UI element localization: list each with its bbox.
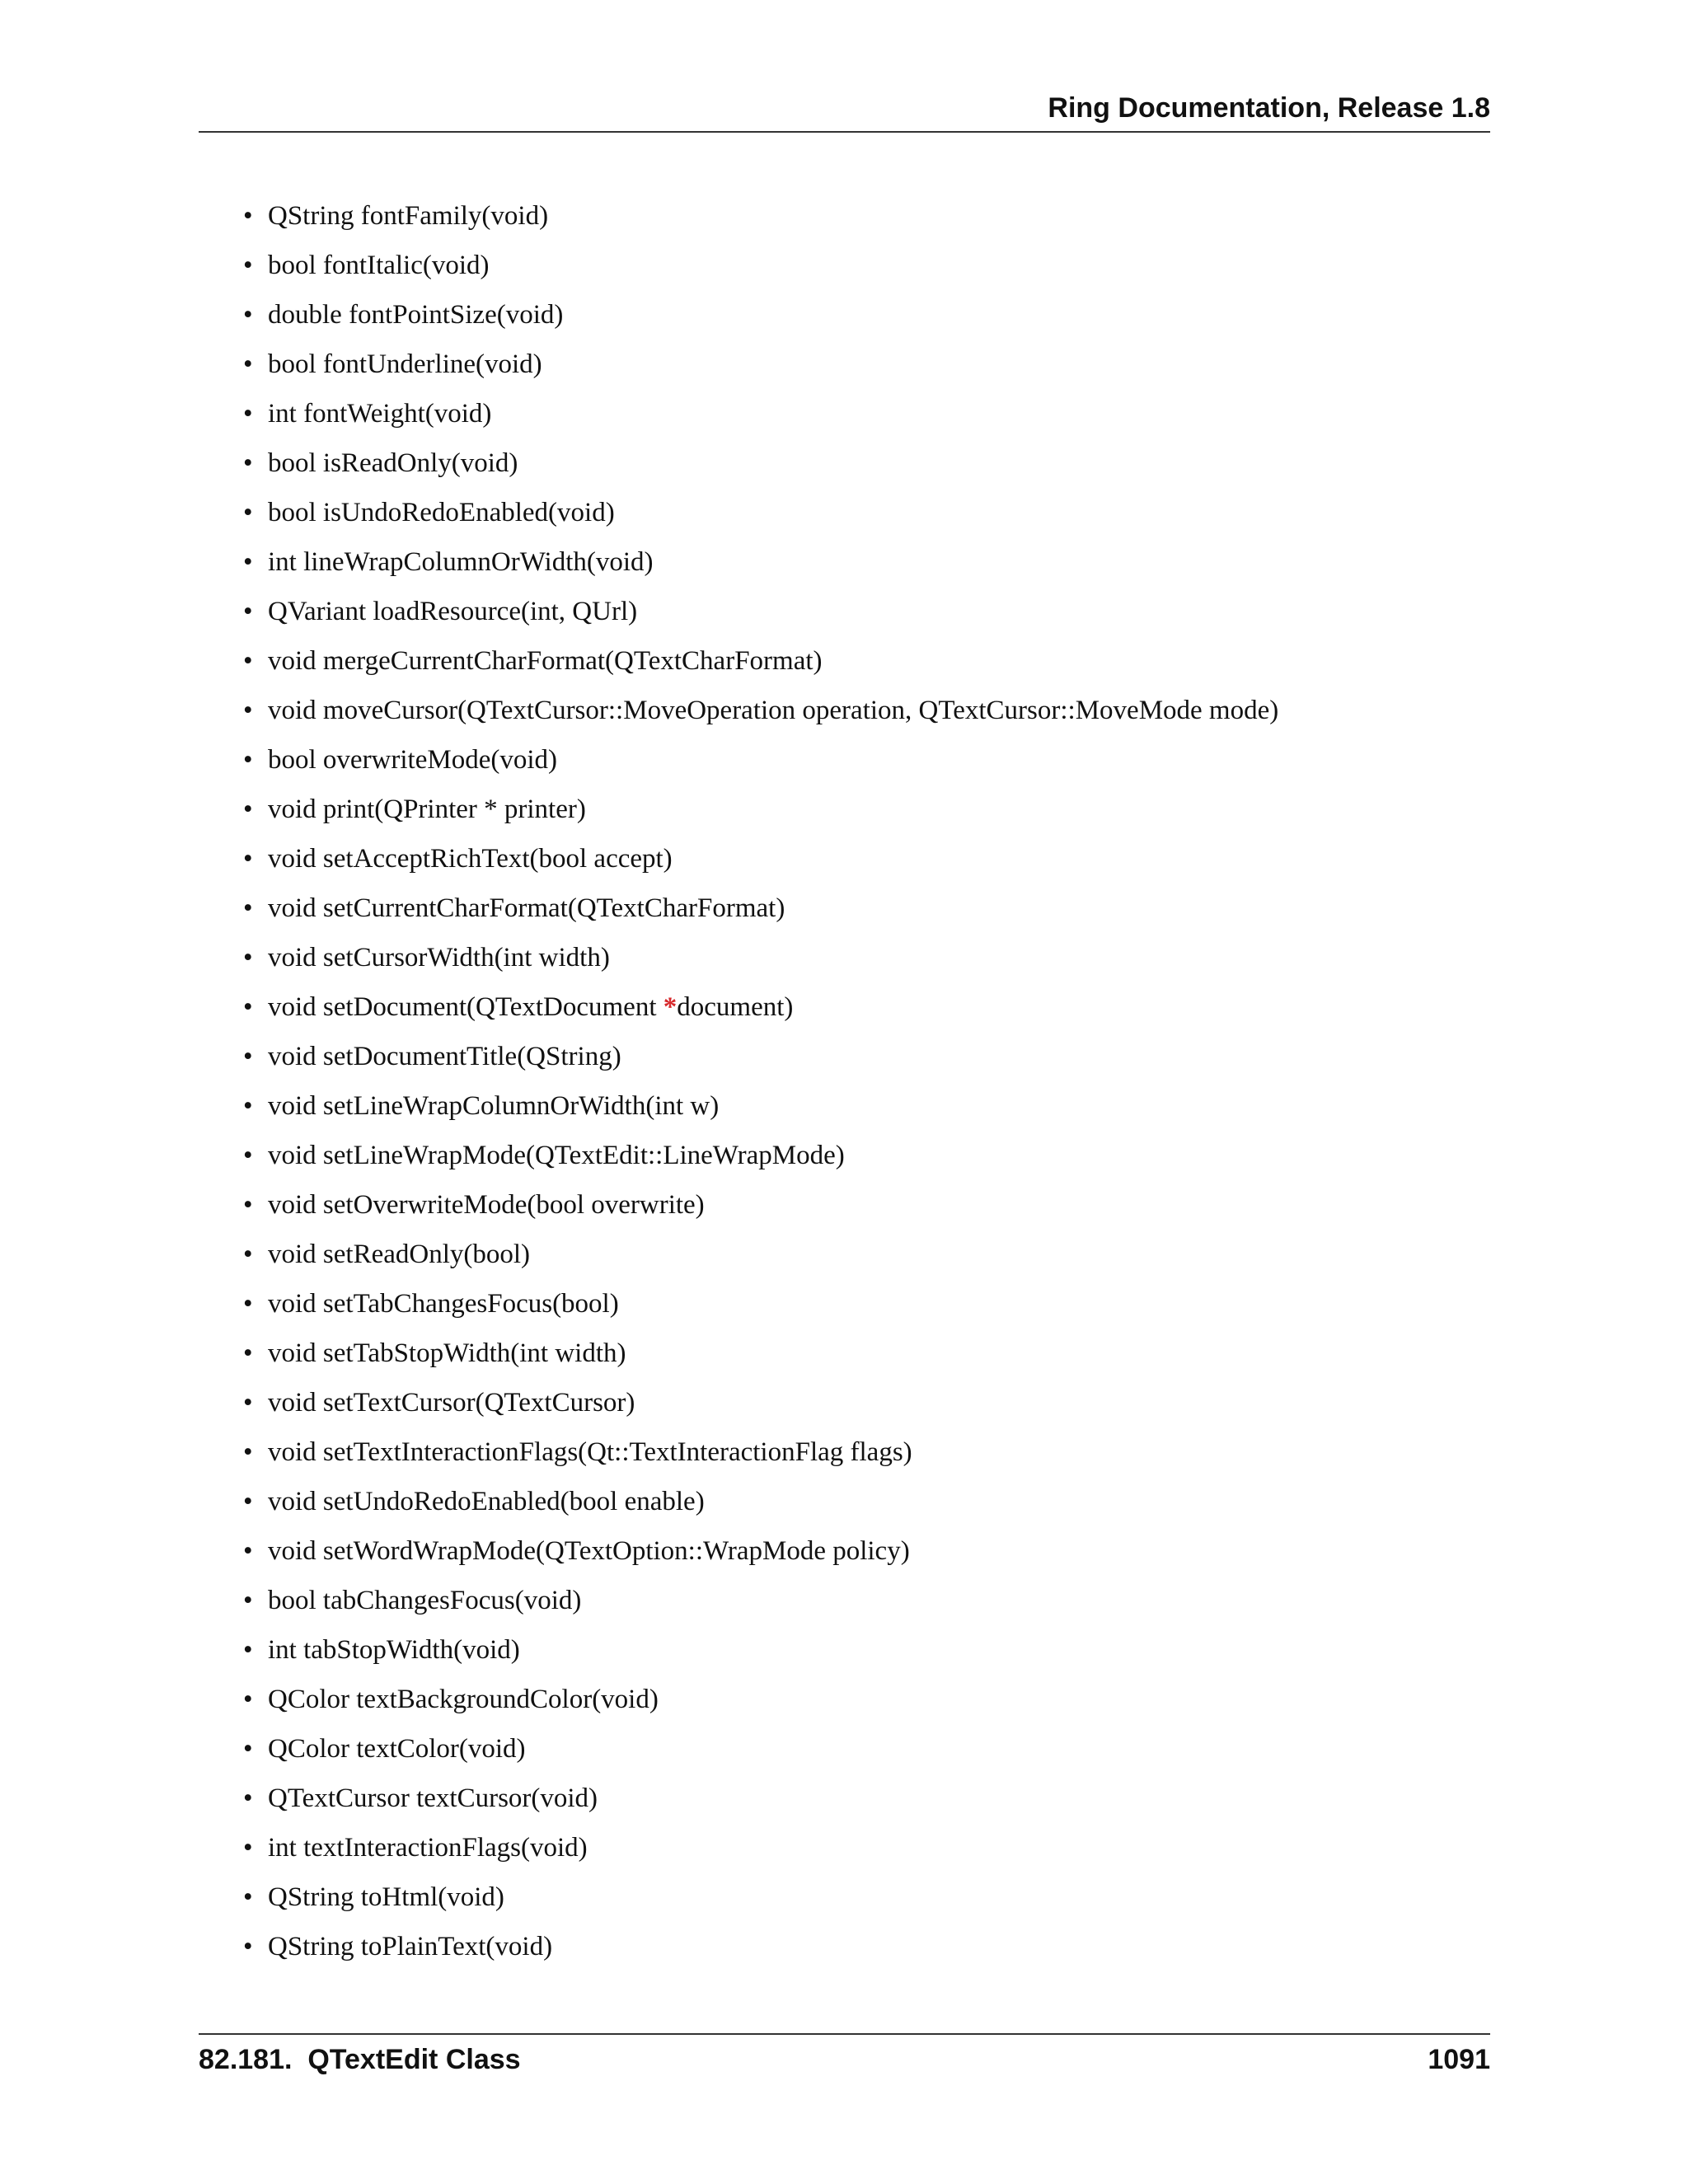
bullet-marker: • bbox=[243, 1833, 253, 1863]
method-signature: void setCurrentCharFormat(QTextCharFormat) bbox=[268, 893, 785, 923]
method-signature: int fontWeight(void) bbox=[268, 399, 492, 429]
method-signature: void print(QPrinter * printer) bbox=[268, 794, 586, 824]
bullet-marker: • bbox=[243, 1586, 253, 1615]
method-list-item bbox=[243, 692, 1278, 742]
method-list bbox=[243, 198, 1278, 1978]
section-title: 82.181. QTextEdit Class bbox=[199, 2044, 521, 2075]
method-signature: void setUndoRedoEnabled(bool enable) bbox=[268, 1487, 705, 1516]
method-signature: QTextCursor textCursor(void) bbox=[268, 1783, 598, 1813]
method-signature: QColor textColor(void) bbox=[268, 1734, 526, 1764]
method-list-item bbox=[243, 890, 1278, 940]
method-signature: void setAcceptRichText(bool accept) bbox=[268, 844, 673, 874]
method-list-item bbox=[243, 643, 1278, 692]
method-list-item bbox=[243, 791, 1278, 841]
method-list-item bbox=[243, 198, 1278, 247]
method-list-item bbox=[243, 1236, 1278, 1286]
method-signature: void setLineWrapColumnOrWidth(int w) bbox=[268, 1091, 720, 1121]
bullet-marker: • bbox=[243, 1091, 253, 1121]
method-signature: QVariant loadResource(int, QUrl) bbox=[268, 597, 638, 626]
method-list-item bbox=[243, 1879, 1278, 1929]
method-signature: void setDocumentTitle(QString) bbox=[268, 1042, 621, 1071]
bullet-marker: • bbox=[243, 893, 253, 923]
method-list-item bbox=[243, 841, 1278, 890]
method-list-item bbox=[243, 297, 1278, 346]
method-signature: QColor textBackgroundColor(void) bbox=[268, 1685, 659, 1714]
method-list-item bbox=[243, 396, 1278, 445]
bullet-marker: • bbox=[243, 547, 253, 577]
bullet-marker: • bbox=[243, 1932, 253, 1961]
bullet-marker: • bbox=[243, 943, 253, 972]
bullet-marker: • bbox=[243, 597, 253, 626]
bullet-marker: • bbox=[243, 349, 253, 379]
method-list-item bbox=[243, 346, 1278, 396]
method-list-item bbox=[243, 989, 1278, 1038]
method-list-item bbox=[243, 1582, 1278, 1632]
bullet-marker: • bbox=[243, 745, 253, 775]
method-list-item bbox=[243, 742, 1278, 791]
method-list-item bbox=[243, 1830, 1278, 1879]
method-list-item bbox=[243, 445, 1278, 494]
method-list-item bbox=[243, 1137, 1278, 1187]
method-signature: int textInteractionFlags(void) bbox=[268, 1833, 588, 1863]
method-signature: QString fontFamily(void) bbox=[268, 201, 549, 231]
method-list-item bbox=[243, 544, 1278, 593]
method-signature: void setTabChangesFocus(bool) bbox=[268, 1289, 619, 1319]
bullet-marker: • bbox=[243, 448, 253, 478]
bullet-marker: • bbox=[243, 1882, 253, 1912]
method-list-item bbox=[243, 1632, 1278, 1681]
page-number: 1091 bbox=[1428, 2044, 1490, 2075]
bullet-marker: • bbox=[243, 1338, 253, 1368]
method-signature: void setWordWrapMode(QTextOption::WrapMode policy) bbox=[268, 1536, 910, 1566]
bullet-marker: • bbox=[243, 1685, 253, 1714]
bullet-marker: • bbox=[243, 1289, 253, 1319]
bullet-marker: • bbox=[243, 794, 253, 824]
bullet-marker: • bbox=[243, 251, 253, 280]
bullet-marker: • bbox=[243, 1141, 253, 1170]
method-list-item bbox=[243, 1088, 1278, 1137]
bullet-marker: • bbox=[243, 1190, 253, 1220]
bullet-marker: • bbox=[243, 646, 253, 676]
method-signature: QString toPlainText(void) bbox=[268, 1932, 553, 1961]
bullet-marker: • bbox=[243, 498, 253, 527]
document-title: Ring Documentation, Release 1.8 bbox=[1048, 92, 1490, 124]
method-signature: void setCursorWidth(int width) bbox=[268, 943, 610, 972]
method-list-item bbox=[243, 1731, 1278, 1780]
method-list-item bbox=[243, 1187, 1278, 1236]
method-signature: void moveCursor(QTextCursor::MoveOperation operation, QTextCursor::MoveMode mode) bbox=[268, 696, 1279, 725]
bullet-marker: • bbox=[243, 1487, 253, 1516]
method-list-item bbox=[243, 1681, 1278, 1731]
method-list-item bbox=[243, 1780, 1278, 1830]
method-signature: void setLineWrapMode(QTextEdit::LineWrapMode) bbox=[268, 1141, 845, 1170]
bullet-marker: • bbox=[243, 1734, 253, 1764]
method-list-item bbox=[243, 1335, 1278, 1385]
method-signature: double fontPointSize(void) bbox=[268, 300, 564, 330]
method-signature: bool isReadOnly(void) bbox=[268, 448, 518, 478]
method-list-item bbox=[243, 593, 1278, 643]
bullet-marker: • bbox=[243, 1536, 253, 1566]
bullet-marker: • bbox=[243, 1042, 253, 1071]
method-list-item bbox=[243, 940, 1278, 989]
method-signature: void mergeCurrentCharFormat(QTextCharFormat) bbox=[268, 646, 823, 676]
method-signature: void setTextInteractionFlags(Qt::TextInteractionFlag flags) bbox=[268, 1437, 912, 1467]
bullet-marker: • bbox=[243, 1437, 253, 1467]
bullet-marker: • bbox=[243, 399, 253, 429]
method-signature: QString toHtml(void) bbox=[268, 1882, 504, 1912]
bullet-marker: • bbox=[243, 696, 253, 725]
method-signature: void setOverwriteMode(bool overwrite) bbox=[268, 1190, 705, 1220]
bullet-marker: • bbox=[243, 1783, 253, 1813]
method-signature: void setDocument(QTextDocument *document) bbox=[268, 992, 794, 1022]
bullet-marker: • bbox=[243, 1388, 253, 1418]
method-list-item bbox=[243, 1483, 1278, 1533]
bullet-marker: • bbox=[243, 201, 253, 231]
method-list-item bbox=[243, 1385, 1278, 1434]
method-signature: int tabStopWidth(void) bbox=[268, 1635, 520, 1665]
method-signature: bool fontItalic(void) bbox=[268, 251, 490, 280]
method-signature: bool isUndoRedoEnabled(void) bbox=[268, 498, 615, 527]
method-signature: bool fontUnderline(void) bbox=[268, 349, 542, 379]
bullet-marker: • bbox=[243, 844, 253, 874]
method-list-item bbox=[243, 494, 1278, 544]
method-list-item bbox=[243, 1038, 1278, 1088]
method-list-item bbox=[243, 1533, 1278, 1582]
method-list-item bbox=[243, 1434, 1278, 1483]
method-signature: bool tabChangesFocus(void) bbox=[268, 1586, 582, 1615]
method-signature: void setTextCursor(QTextCursor) bbox=[268, 1388, 635, 1418]
method-signature: void setTabStopWidth(int width) bbox=[268, 1338, 626, 1368]
running-header bbox=[199, 87, 1490, 133]
bullet-marker: • bbox=[243, 1240, 253, 1269]
bullet-marker: • bbox=[243, 992, 253, 1022]
method-list-item bbox=[243, 1286, 1278, 1335]
method-signature: void setReadOnly(bool) bbox=[268, 1240, 531, 1269]
bullet-marker: • bbox=[243, 1635, 253, 1665]
method-signature: int lineWrapColumnOrWidth(void) bbox=[268, 547, 654, 577]
bullet-marker: • bbox=[243, 300, 253, 330]
highlighted-asterisk: * bbox=[663, 992, 678, 1022]
method-list-item bbox=[243, 247, 1278, 297]
method-list-item bbox=[243, 1929, 1278, 1978]
method-signature: bool overwriteMode(void) bbox=[268, 745, 557, 775]
running-footer bbox=[199, 2033, 1490, 2084]
